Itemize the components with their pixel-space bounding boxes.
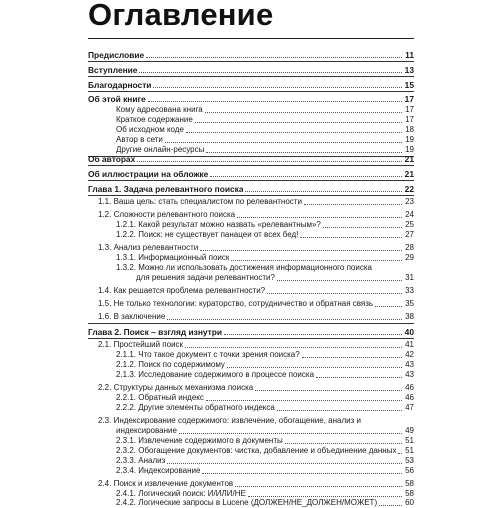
toc-dot-leader [185, 347, 402, 348]
toc-dot-leader [304, 204, 402, 205]
toc-divider [88, 91, 414, 92]
toc-page-number: 46 [405, 393, 414, 402]
toc-page-number: 53 [405, 456, 414, 465]
toc-divider [88, 180, 414, 181]
toc-page-number: 17 [405, 105, 414, 114]
toc-page-number: 21 [404, 154, 414, 164]
toc-entry-title: 2.2. Структуры данных механизма поиска [98, 383, 254, 392]
toc-entry [98, 298, 414, 309]
toc-entry-title: 2.3.3. Анализ [116, 456, 166, 465]
toc-section-entry [88, 49, 414, 60]
toc-page-number: 42 [405, 350, 414, 359]
toc-page-number: 11 [405, 50, 414, 60]
toc-divider [88, 76, 414, 77]
toc-entry-title: Об иллюстрации на обложке [88, 169, 209, 179]
toc-page-number: 43 [405, 370, 414, 379]
toc-page-number: 21 [404, 169, 414, 179]
toc-entry-title: 1.1. Ваша цель: стать специалистом по релевантности [98, 197, 302, 206]
toc-page-number: 60 [405, 498, 414, 507]
toc-page-number: 19 [405, 135, 414, 144]
toc-dot-leader [148, 101, 402, 102]
toc-divider [88, 61, 414, 62]
toc-entry-title: 1.2. Сложности релевантного поиска [98, 210, 236, 219]
toc-page-number: 24 [405, 210, 414, 219]
toc-section-entry [88, 64, 414, 75]
toc-entry [98, 285, 414, 296]
toc-dot-leader [379, 505, 402, 506]
toc-entry-title: 1.3.2. Можно ли использовать достижения информационного поиска [116, 263, 372, 272]
toc-entry-title: 1.2.2. Поиск: не существует панацеи от всех бед! [116, 230, 299, 239]
toc-page-number: 40 [404, 327, 414, 337]
page-title: Оглавление [88, 0, 274, 32]
toc-page-number: 18 [405, 125, 414, 134]
toc-entry-title: 1.5. Не только технологии: кураторство, сотрудничество и обратная связь [98, 299, 374, 308]
toc-dot-leader [227, 367, 402, 368]
toc-entry [98, 311, 414, 322]
toc-entry-title: 1.3. Анализ релевантности [98, 243, 199, 252]
toc-dot-leader [165, 142, 402, 143]
toc-entry-title: индексирование [116, 426, 177, 435]
toc-dot-leader [237, 217, 402, 218]
toc-entry-title: 1.2.1. Какой результат можно назвать «релевантным»? [116, 220, 321, 229]
toc-dot-leader [316, 377, 402, 378]
toc-entry-title: 2.3.1. Извлечение содержимого в документы [116, 436, 283, 445]
toc-section-entry [88, 183, 414, 194]
toc-page-number: 15 [404, 80, 414, 90]
toc-dot-leader [231, 260, 402, 261]
toc-dot-leader [277, 280, 402, 281]
toc-divider [88, 323, 414, 324]
toc-section-entry [88, 326, 414, 337]
toc-dot-leader [398, 453, 402, 454]
toc-entry-title: 2.4.1. Логический поиск: И/ИЛИ/НЕ [116, 489, 246, 498]
toc-entry [116, 465, 414, 476]
toc-entry [136, 272, 414, 283]
toc-dot-leader [167, 319, 402, 320]
toc-entry-title: 2.1. Простейший поиск [98, 340, 184, 349]
toc-page-number: 38 [405, 312, 414, 321]
toc-entry-title: 1.6. В заключение [98, 312, 166, 321]
toc-page-number: 43 [405, 360, 414, 369]
toc-entry-title: 2.1.2. Поиск по содержимому [116, 360, 225, 369]
toc-entry [116, 402, 414, 413]
toc-dot-leader [224, 334, 402, 335]
toc-entry-title: 2.2.1. Обратный индекс [116, 393, 204, 402]
toc-entry-title: для решения задачи релевантности? [136, 273, 275, 282]
toc-entry-title: 2.3.2. Обогащение документов: чистка, добавление и объединение данных [116, 446, 396, 455]
toc-entry-title: Другие онлайн-ресурсы [116, 145, 205, 154]
toc-page-number: 56 [405, 466, 414, 475]
toc-page-number: 49 [405, 426, 414, 435]
toc-dot-leader [186, 132, 402, 133]
toc-section-entry [88, 168, 414, 179]
toc-dot-leader [137, 161, 402, 162]
toc-dot-leader [146, 57, 402, 58]
toc-entry-title: 1.3.1. Информационный поиск [116, 253, 230, 262]
toc-dot-leader [245, 191, 402, 192]
toc-page-number: 46 [405, 383, 414, 392]
toc-page-number: 17 [405, 115, 414, 124]
toc-page-number: 58 [405, 479, 414, 488]
toc-dot-leader [153, 87, 402, 88]
toc-entry [116, 229, 414, 240]
toc-page-number: 51 [405, 436, 414, 445]
toc-entry-title: Глава 2. Поиск – взгляд изнутри [88, 327, 223, 337]
toc-entry-title: Благодарности [88, 80, 152, 90]
toc-dot-leader [167, 463, 402, 464]
toc-entry-title: 2.1.3. Исследование содержимого в процессе поиска [116, 370, 315, 379]
toc-dot-leader [210, 176, 402, 177]
toc-dot-leader [302, 357, 402, 358]
toc-page-number: 17 [404, 94, 414, 104]
toc-entry-title: 1.4. Как решается проблема релевантности? [98, 286, 266, 295]
toc-dot-leader [267, 293, 402, 294]
toc-entry-title: Краткое содержание [116, 115, 193, 124]
toc-entry [98, 196, 414, 207]
toc-entry-title: Об этой книге [88, 94, 146, 104]
toc-entry-title: 2.2.2. Другие элементы обратного индекса [116, 403, 275, 412]
toc-dot-leader [277, 410, 402, 411]
toc-page-number: 19 [405, 145, 414, 154]
toc-divider [88, 165, 414, 166]
toc-dot-leader [139, 72, 402, 73]
toc-entry-title: 2.3.4. Индексирование [116, 466, 201, 475]
toc-page-number: 33 [405, 286, 414, 295]
toc-entry-title: Об авторах [88, 154, 136, 164]
toc-dot-leader [300, 237, 402, 238]
toc-dot-leader [323, 227, 402, 228]
toc-dot-leader [205, 112, 402, 113]
toc-entry-title: Глава 1. Задача релевантного поиска [88, 184, 244, 194]
toc-dot-leader [255, 390, 402, 391]
toc-dot-leader [195, 122, 402, 123]
toc-page-number: 28 [405, 243, 414, 252]
toc-page-number: 22 [404, 184, 414, 194]
toc-entry-title: Вступление [88, 65, 138, 75]
toc-page-number: 51 [405, 446, 414, 455]
toc-dot-leader [202, 473, 402, 474]
toc-page-number: 35 [405, 299, 414, 308]
toc-dot-leader [179, 433, 402, 434]
toc-page-number: 41 [405, 340, 414, 349]
toc-entry-title: 2.4. Поиск и извлечение документов [98, 479, 234, 488]
toc-page-number: 13 [404, 65, 414, 75]
toc-dot-leader [374, 270, 402, 271]
toc-entry-title: 2.1.1. Что такое документ с точки зрения поиска? [116, 350, 300, 359]
toc-section-entry [88, 153, 414, 164]
toc-dot-leader [363, 423, 402, 424]
toc-dot-leader [285, 443, 402, 444]
toc-entry [116, 369, 414, 380]
toc-page-number: 58 [405, 489, 414, 498]
toc-page-number: 23 [405, 197, 414, 206]
toc-dot-leader [235, 486, 402, 487]
toc-page-number: 31 [405, 273, 414, 282]
toc-page-number: 27 [405, 230, 414, 239]
toc-section-entry [88, 93, 414, 104]
toc-page-number: 47 [405, 403, 414, 412]
toc-dot-leader [375, 306, 402, 307]
toc-entry-title: Кому адресована книга [116, 105, 203, 114]
toc-page-number: 29 [405, 253, 414, 262]
toc-entry-title: Об исходном коде [116, 125, 184, 134]
toc-dot-leader [206, 400, 402, 401]
toc-page-number: 25 [405, 220, 414, 229]
toc-entry-title: 2.3. Индексирование содержимого: извлечение, обогащение, анализ и [98, 416, 361, 425]
toc-dot-leader [200, 250, 402, 251]
toc-section-entry [88, 79, 414, 90]
toc-entry-title: Автор в сети [116, 135, 163, 144]
toc-entry-title: Предисловие [88, 50, 145, 60]
toc-entry-title: 2.4.2. Логические запросы в Lucene (ДОЛЖЕН/НЕ_ДОЛЖЕН/МОЖЕТ) [116, 498, 378, 507]
toc-entry [116, 497, 414, 508]
